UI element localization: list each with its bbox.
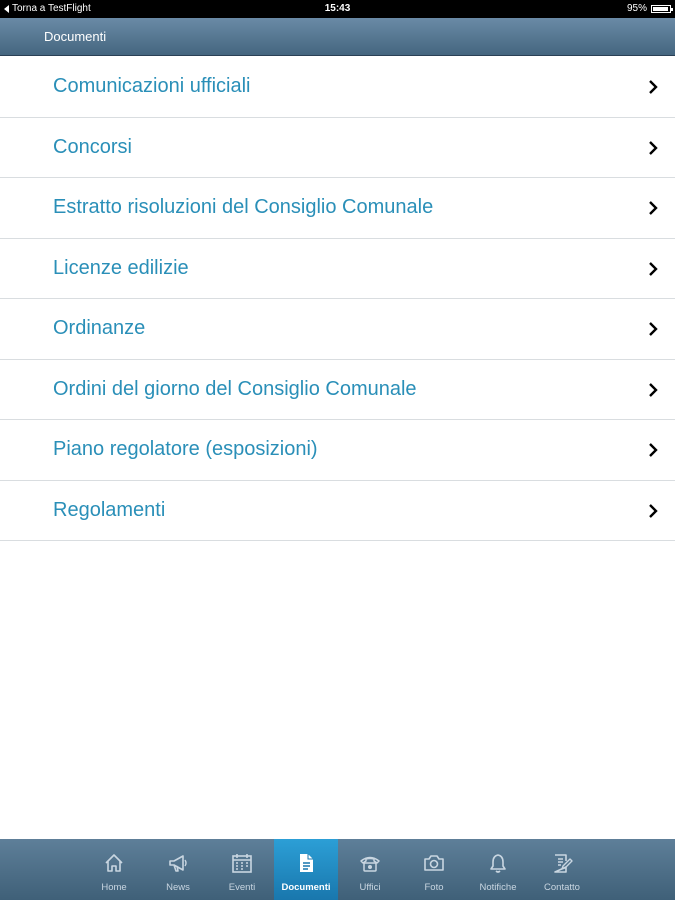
edit-note-icon <box>551 852 573 874</box>
chevron-right-icon <box>646 79 660 95</box>
tab-contatto[interactable] <box>530 839 594 900</box>
tab-label: Eventi <box>228 882 256 893</box>
list-item-label: Comunicazioni ufficiali <box>53 75 251 97</box>
document-icon <box>295 852 317 874</box>
tab-news[interactable] <box>146 839 210 900</box>
list-item-label: Piano regolatore (esposizioni) <box>53 438 318 460</box>
tab-label: Documenti <box>281 882 331 893</box>
chevron-right-icon <box>646 442 660 458</box>
battery-percent: 95% <box>626 3 647 14</box>
chevron-right-icon <box>646 200 660 216</box>
list-item-label: Ordini del giorno del Consiglio Comunale <box>53 377 417 400</box>
list-item-label: Ordinanze <box>53 317 146 339</box>
list-item-label: Estratto risoluzioni del Consiglio Comunale <box>53 196 434 218</box>
list-item-label: Licenze edilizie <box>53 256 189 279</box>
list-item-ordini-del-giorno[interactable] <box>0 360 675 421</box>
list-item-piano-regolatore[interactable] <box>0 420 675 481</box>
home-icon <box>103 852 125 874</box>
tab-label: News <box>166 882 190 893</box>
chevron-right-icon <box>646 261 660 277</box>
tab-label: Uffici <box>359 882 381 893</box>
list-item-label: Concorsi <box>53 135 132 158</box>
list-item-label: Regolamenti <box>53 498 166 521</box>
clock: 15:43 <box>324 3 351 14</box>
tab-eventi[interactable] <box>210 839 274 900</box>
list-item-ordinanze[interactable] <box>0 299 675 360</box>
tab-bar <box>0 839 675 900</box>
tab-notifiche[interactable] <box>466 839 530 900</box>
battery-icon <box>651 5 671 13</box>
megaphone-icon <box>167 852 189 874</box>
chevron-right-icon <box>646 503 660 519</box>
list-item-comunicazioni-ufficiali[interactable] <box>0 57 675 118</box>
document-list <box>0 57 675 541</box>
list-item-concorsi[interactable] <box>0 118 675 179</box>
tab-documenti[interactable] <box>274 839 338 900</box>
chevron-right-icon <box>646 382 660 398</box>
bell-icon <box>487 852 509 874</box>
phone-icon <box>359 852 381 874</box>
tab-label: Foto <box>424 882 444 893</box>
battery-status <box>627 0 671 18</box>
tab-foto[interactable] <box>402 839 466 900</box>
tab-label: Notifiche <box>479 882 517 893</box>
page-title: Documenti <box>44 29 107 44</box>
tab-label: Contatto <box>544 882 580 893</box>
camera-icon <box>423 852 445 874</box>
chevron-right-icon <box>646 321 660 337</box>
status-bar <box>0 0 675 18</box>
list-item-estratto-risoluzioni[interactable] <box>0 178 675 239</box>
list-item-regolamenti[interactable] <box>0 481 675 542</box>
tab-uffici[interactable] <box>338 839 402 900</box>
back-to-app-label: Torna a TestFlight <box>12 3 91 14</box>
tab-label: Home <box>101 882 127 893</box>
tab-home[interactable] <box>82 839 146 900</box>
chevron-right-icon <box>646 140 660 156</box>
calendar-icon <box>231 852 253 874</box>
list-item-licenze-edilizie[interactable] <box>0 239 675 300</box>
navigation-bar <box>0 18 675 56</box>
